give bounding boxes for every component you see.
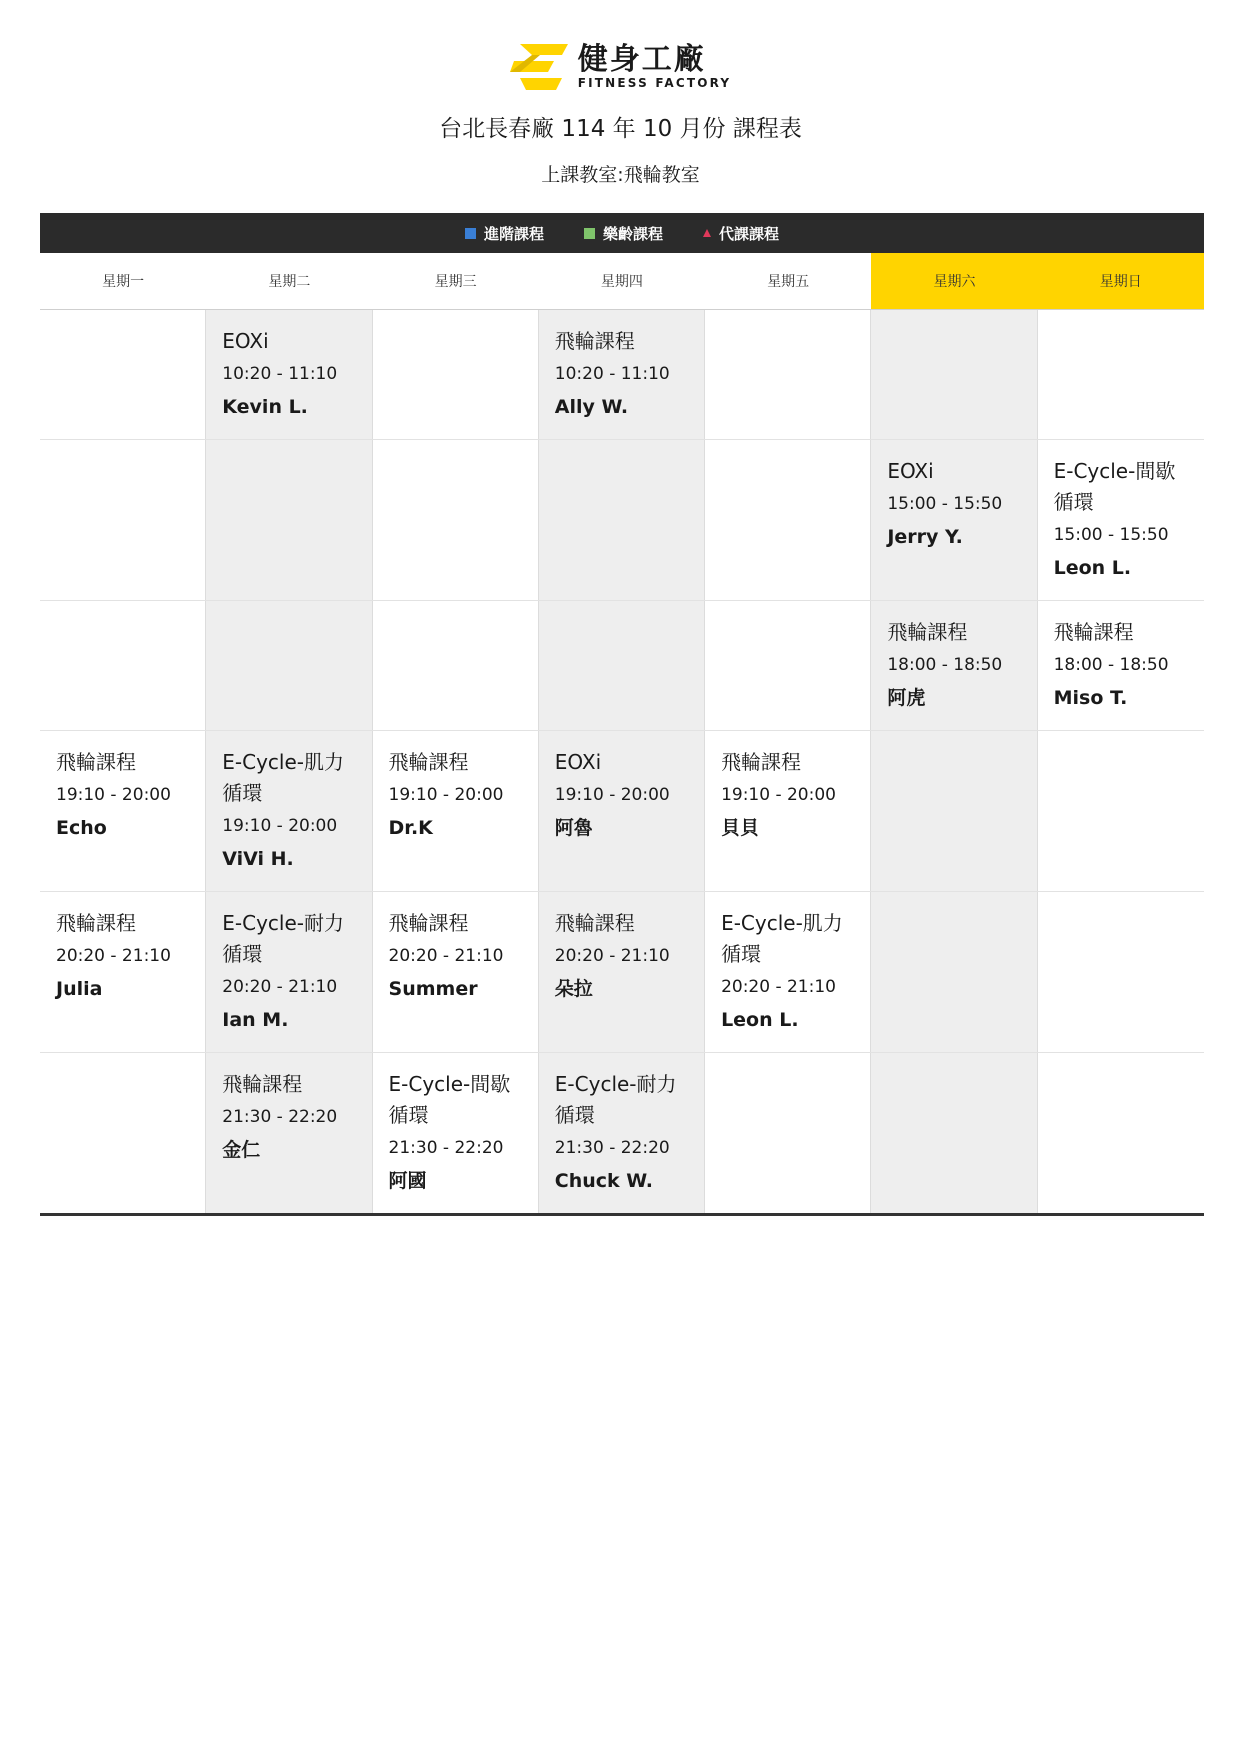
class-time: 15:00 - 15:50 [1053, 525, 1169, 545]
class-slot [206, 310, 372, 439]
legend-label: 代課課程 [719, 224, 780, 243]
class-slot [871, 601, 1037, 730]
legend-item-advanced [465, 223, 544, 244]
class-name: 飛輪課程 [388, 911, 469, 935]
empty-slot [871, 1053, 1037, 1213]
empty-slot [871, 731, 1037, 891]
class-name: EOXi [887, 459, 934, 483]
instructor-name: Leon L. [721, 1009, 799, 1031]
class-slot [373, 892, 539, 1052]
class-slot [705, 731, 871, 891]
class-name: EOXi [222, 329, 269, 353]
brand-name-cn: 健身工廠 [577, 42, 706, 77]
class-slot [539, 1053, 705, 1213]
class-name: E-Cycle-耐力循環 [222, 911, 344, 966]
instructor-name: Miso T. [1053, 687, 1128, 709]
class-name: 飛輪課程 [554, 911, 635, 935]
class-name: 飛輪課程 [56, 911, 136, 935]
class-slot [206, 1053, 372, 1213]
day-header-mon: 星期一 [102, 274, 145, 290]
brand-name-en: FITNESS FACTORY [577, 76, 732, 90]
instructor-name: 金仁 [222, 1139, 261, 1161]
class-slot [1038, 440, 1204, 600]
empty-slot [871, 892, 1037, 1052]
class-slot [539, 310, 705, 439]
schedule-row [40, 601, 1204, 731]
day-header-sun: 星期日 [1038, 253, 1204, 309]
empty-slot [40, 1053, 206, 1213]
class-slot [206, 892, 372, 1052]
class-time: 19:10 - 20:00 [721, 785, 836, 805]
instructor-name: 阿魯 [554, 817, 593, 839]
schedule-row [40, 310, 1204, 440]
empty-slot [40, 310, 206, 439]
instructor-name: ViVi H. [222, 848, 294, 870]
instructor-name: Leon L. [1053, 557, 1132, 579]
day-header-fri: 星期五 [767, 274, 810, 290]
class-slot [705, 892, 871, 1052]
page-title: 台北長春廠 114 年 10 月份 課程表 [439, 116, 802, 142]
class-time: 20:20 - 21:10 [721, 977, 836, 997]
legend-label: 樂齡課程 [602, 224, 663, 243]
class-slot [871, 440, 1037, 600]
class-time: 21:30 - 22:20 [554, 1138, 670, 1158]
class-slot [539, 892, 705, 1052]
class-slot [1038, 601, 1204, 730]
empty-slot [539, 440, 705, 600]
class-slot [40, 731, 206, 891]
class-time: 19:10 - 20:00 [56, 785, 171, 805]
day-header-wed: 星期三 [434, 274, 477, 290]
legend-item-substitute [703, 223, 779, 244]
empty-slot [40, 601, 206, 730]
class-time: 19:10 - 20:00 [554, 785, 670, 805]
empty-slot [705, 440, 871, 600]
class-name: E-Cycle-肌力循環 [222, 750, 344, 805]
blue-square-icon [465, 228, 476, 239]
empty-slot [705, 601, 871, 730]
class-name: E-Cycle-耐力循環 [554, 1072, 677, 1127]
legend-label: 進階課程 [483, 224, 544, 243]
empty-slot [373, 310, 539, 439]
empty-slot [539, 601, 705, 730]
instructor-name: Julia [56, 978, 103, 1000]
class-name: E-Cycle-肌力循環 [721, 911, 843, 966]
legend-item-senior [584, 223, 663, 244]
class-slot [206, 731, 372, 891]
empty-slot [206, 601, 372, 730]
empty-slot [40, 440, 206, 600]
class-name: 飛輪課程 [887, 620, 968, 644]
instructor-name: 貝貝 [721, 817, 760, 839]
empty-slot [373, 440, 539, 600]
fitness-factory-logo-icon [510, 44, 568, 90]
instructor-name: Kevin L. [222, 396, 308, 418]
class-slot [539, 731, 705, 891]
instructor-name: Dr.K [388, 817, 433, 839]
empty-slot [1038, 892, 1204, 1052]
class-time: 20:20 - 21:10 [56, 946, 171, 966]
class-slot [40, 892, 206, 1052]
schedule-row [40, 440, 1204, 601]
weekday-header [40, 253, 1204, 310]
instructor-name: 阿國 [388, 1170, 427, 1192]
class-time: 21:30 - 22:20 [388, 1138, 504, 1158]
schedule-row [40, 731, 1204, 892]
class-slot [373, 1053, 539, 1213]
class-time: 20:20 - 21:10 [554, 946, 670, 966]
class-name: 飛輪課程 [1053, 620, 1134, 644]
class-time: 10:20 - 11:10 [222, 364, 338, 384]
class-name: 飛輪課程 [721, 750, 802, 774]
day-header-thu: 星期四 [600, 274, 643, 290]
class-time: 19:10 - 20:00 [388, 785, 504, 805]
class-time: 18:00 - 18:50 [1053, 655, 1169, 675]
class-time: 20:20 - 21:10 [222, 977, 338, 997]
instructor-name: Jerry Y. [887, 526, 963, 548]
class-slot [373, 731, 539, 891]
class-name: E-Cycle-間歇循環 [388, 1072, 511, 1127]
class-name: 飛輪課程 [56, 750, 136, 774]
classroom-subtitle: 上課教室:飛輪教室 [541, 164, 700, 186]
empty-slot [705, 1053, 871, 1213]
class-name: 飛輪課程 [222, 1072, 303, 1096]
green-square-icon [584, 228, 595, 239]
class-time: 19:10 - 20:00 [222, 816, 338, 836]
schedule-grid [40, 310, 1204, 1216]
class-name: 飛輪課程 [388, 750, 469, 774]
day-header-sat: 星期六 [871, 253, 1037, 309]
instructor-name: 阿虎 [887, 687, 926, 709]
class-time: 18:00 - 18:50 [887, 655, 1003, 675]
empty-slot [373, 601, 539, 730]
red-triangle-icon [703, 229, 711, 237]
brand-logo [0, 44, 1241, 90]
class-time: 20:20 - 21:10 [388, 946, 504, 966]
class-time: 15:00 - 15:50 [887, 494, 1003, 514]
schedule-row [40, 1053, 1204, 1213]
instructor-name: Ally W. [554, 396, 629, 418]
instructor-name: Ian M. [222, 1009, 289, 1031]
empty-slot [1038, 1053, 1204, 1213]
legend-bar [40, 213, 1204, 253]
instructor-name: Echo [56, 817, 107, 839]
instructor-name: Summer [388, 978, 478, 1000]
instructor-name: 朵拉 [554, 978, 593, 1000]
class-name: E-Cycle-間歇循環 [1053, 459, 1176, 514]
class-name: 飛輪課程 [554, 329, 635, 353]
empty-slot [871, 310, 1037, 439]
day-header-tue: 星期二 [268, 274, 311, 290]
empty-slot [206, 440, 372, 600]
empty-slot [705, 310, 871, 439]
empty-slot [1038, 310, 1204, 439]
class-time: 10:20 - 11:10 [554, 364, 670, 384]
instructor-name: Chuck W. [554, 1170, 653, 1192]
class-time: 21:30 - 22:20 [222, 1107, 338, 1127]
empty-slot [1038, 731, 1204, 891]
schedule-row [40, 892, 1204, 1053]
class-name: EOXi [554, 750, 602, 774]
